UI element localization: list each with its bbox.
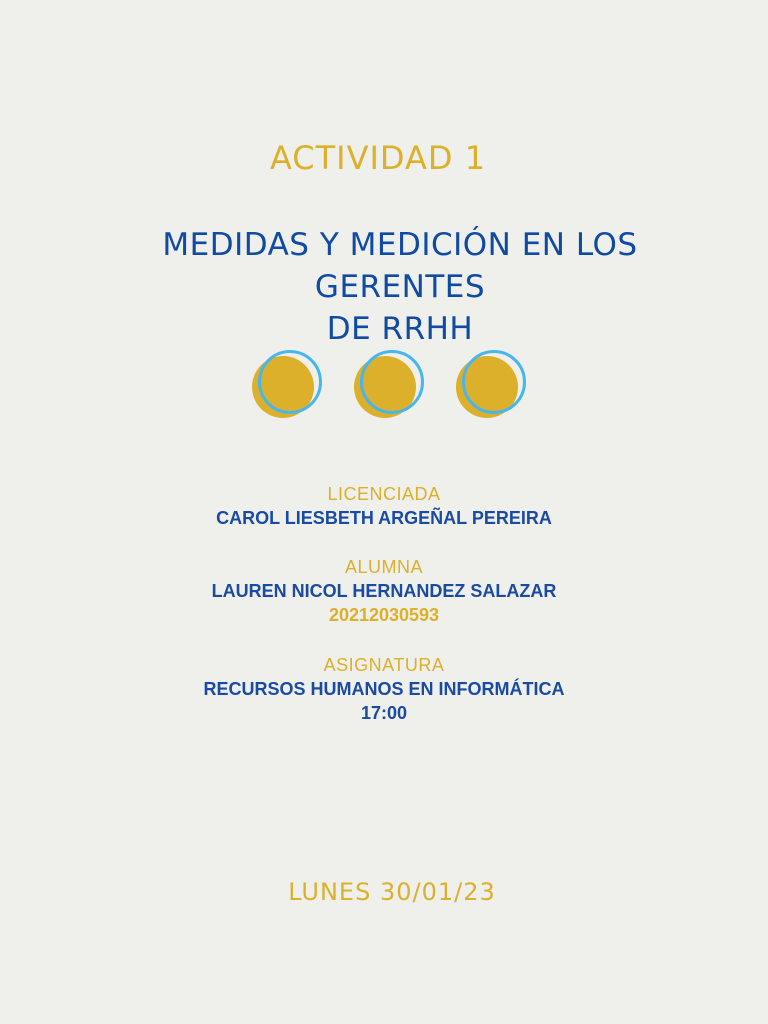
asignatura-section bbox=[0, 653, 768, 725]
licenciada-section bbox=[0, 482, 768, 530]
alumna-id: 20212030593 bbox=[328, 605, 440, 625]
licenciada-label: LICENCIADA bbox=[327, 484, 441, 504]
licenciada-name: CAROL LIESBETH ARGEÑAL PEREIRA bbox=[216, 508, 552, 528]
asignatura-label: ASIGNATURA bbox=[323, 655, 445, 675]
date-label: LUNES 30/01/23 bbox=[288, 878, 496, 906]
asignatura-name: RECURSOS HUMANOS EN INFORMÁTICA bbox=[203, 679, 565, 699]
activity-title: ACTIVIDAD 1 bbox=[269, 139, 487, 177]
title-line-2: DE RRHH bbox=[326, 311, 474, 347]
circle-icon bbox=[454, 350, 520, 416]
alumna-section bbox=[0, 555, 768, 627]
asignatura-time: 17:00 bbox=[360, 703, 408, 723]
circle-icon bbox=[250, 350, 316, 416]
alumna-label: ALUMNA bbox=[344, 557, 423, 577]
decorative-circles bbox=[250, 350, 540, 424]
title-line-1: MEDIDAS Y MEDICIÓN EN LOS GERENTES bbox=[162, 227, 638, 305]
circle-icon bbox=[352, 350, 418, 416]
document-title bbox=[90, 224, 710, 350]
alumna-name: LAUREN NICOL HERNANDEZ SALAZAR bbox=[211, 581, 557, 601]
